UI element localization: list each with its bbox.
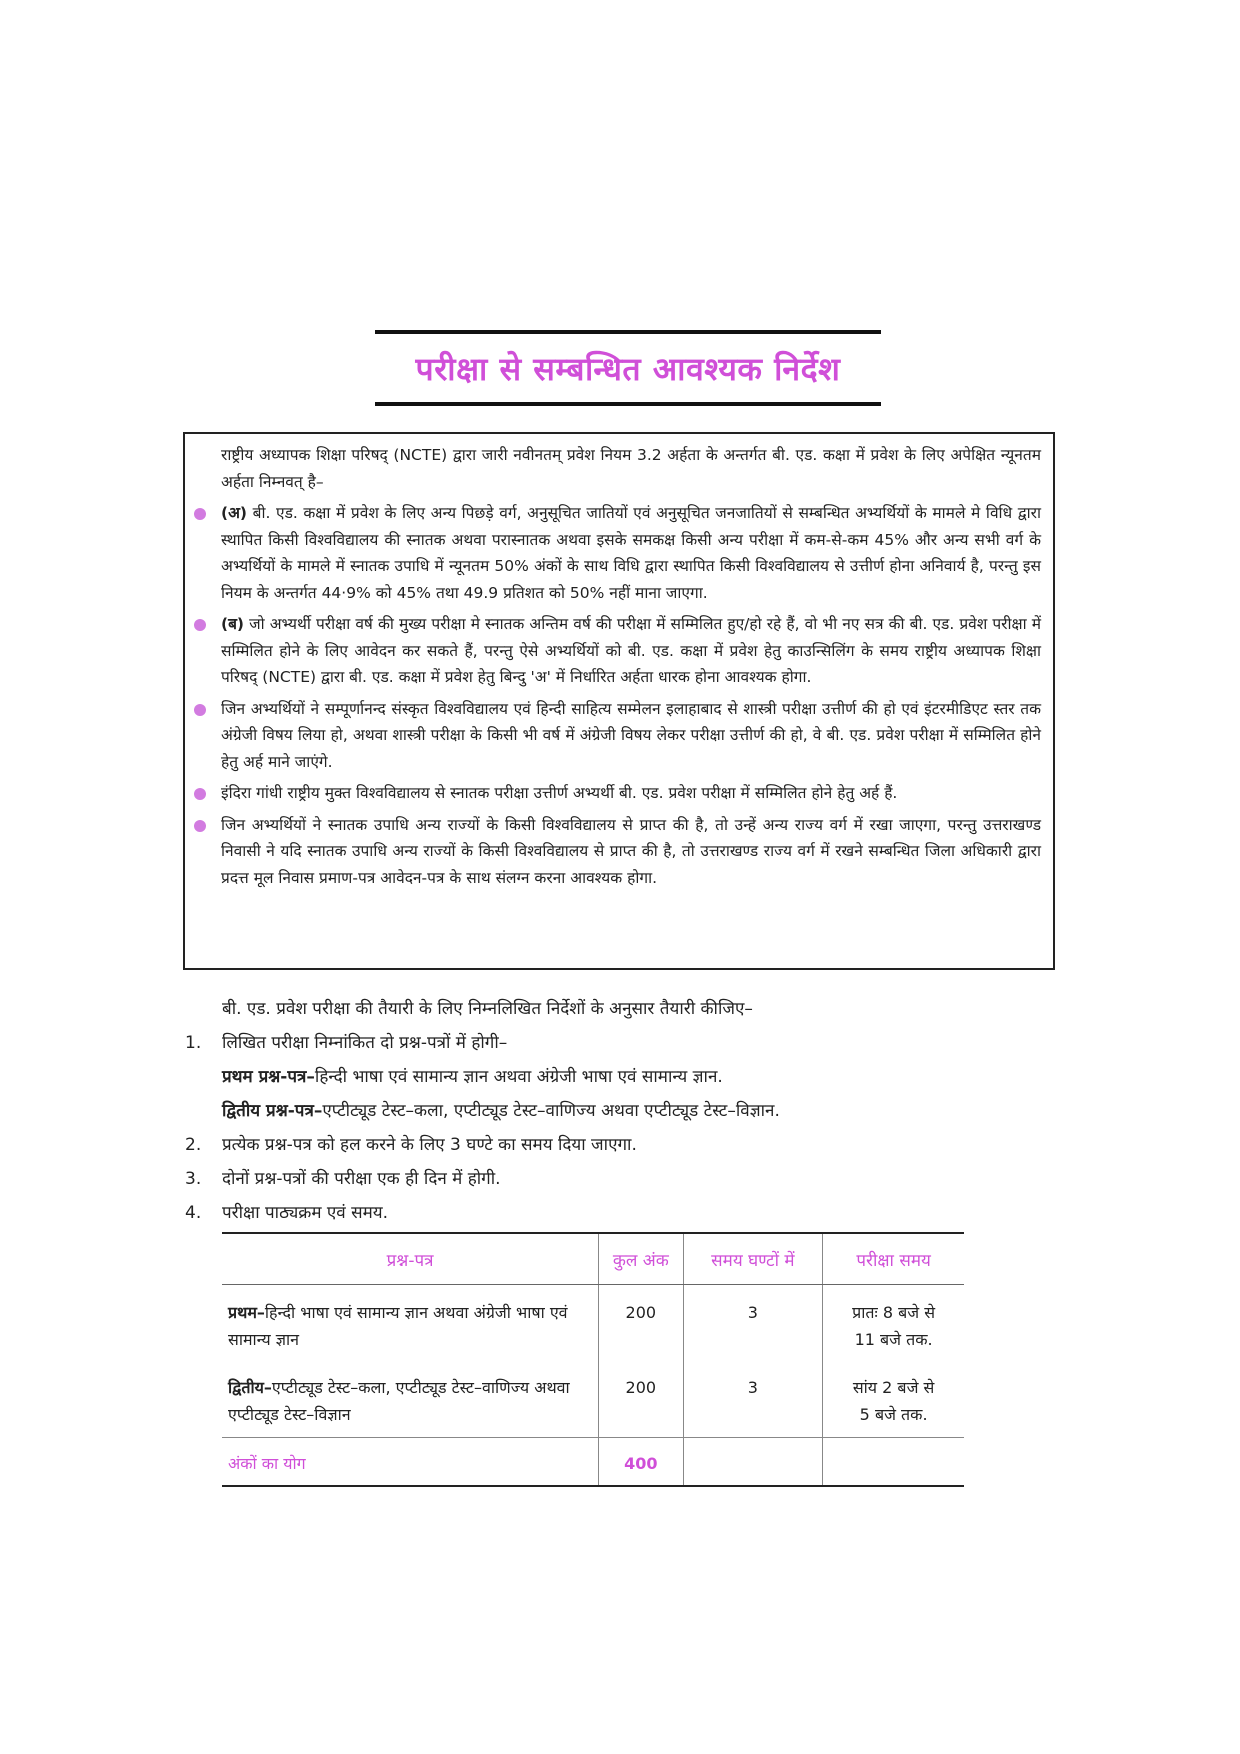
paper-label: प्रथम प्रश्न-पत्र– <box>222 1067 315 1087</box>
page-title-frame <box>375 330 881 406</box>
item-number: 3. <box>185 1169 202 1189</box>
paper-cell <box>222 1285 599 1361</box>
total-value: 400 <box>599 1438 683 1487</box>
time-line: 11 बजे तक. <box>854 1330 933 1349</box>
item-text: लिखित परीक्षा निम्नांकित दो प्रश्न-पत्रों में होगी– <box>222 1033 508 1053</box>
paper-text: एप्टीट्यूड टेस्ट–कला, एप्टीट्यूड टेस्ट–वाणिज्य अथवा एप्टीट्यूड टेस्ट–विज्ञान. <box>322 1101 780 1121</box>
instructions-lead: बी. एड. प्रवेश परीक्षा की तैयारी के लिए निम्नलिखित निर्देशों के अनुसार तैयारी कीजिए– <box>222 999 753 1019</box>
header-hours: समय घण्टों में <box>683 1233 823 1285</box>
empty-cell <box>683 1438 823 1487</box>
header-paper: प्रश्न-पत्र <box>222 1233 599 1285</box>
item-number: 1. <box>185 1033 202 1053</box>
item-number: 4. <box>185 1203 202 1223</box>
rule-label: (ब) <box>221 615 245 633</box>
rule-item <box>221 780 1041 807</box>
item-number: 2. <box>185 1135 202 1155</box>
rule-text: जिन अभ्यर्थियों ने स्नातक उपाधि अन्य राज्यों के किसी विश्वविद्यालय से प्राप्त की है, तो उन्हें अन्य राज्य वर्ग में रखा जाएगा, परन्तु उत्तराखण्ड निवासी ने यदि स्नातक उपाधि अन्य राज्यों के किसी विश्वविद्यालय से प्राप्त की है, तो उत्तराखण्ड राज्य वर्ग में रखने सम्बन्धित जिला अधिकारी द्वारा प्रदत्त मूल निवास प्रमाण-पत्र आवेदन-पत्र के साथ संलग्न करना आवश्यक होगा. <box>221 815 1041 887</box>
table-header-row <box>222 1233 964 1285</box>
rule-text: इंदिरा गांधी राष्ट्रीय मुक्त विश्वविद्यालय से स्नातक परीक्षा उत्तीर्ण अभ्यर्थी बी. एड. प्रवेश परीक्षा में सम्मिलित होने हेतु अर्ह हैं. <box>221 784 898 802</box>
hours-cell: 3 <box>683 1285 823 1361</box>
rule-item <box>221 611 1041 691</box>
paper-line <box>180 1094 1060 1128</box>
eligibility-rules-box <box>183 432 1055 970</box>
hours-cell: 3 <box>683 1360 823 1438</box>
item-text: परीक्षा पाठ्यक्रम एवं समय. <box>222 1203 389 1223</box>
header-time: परीक्षा समय <box>823 1233 964 1285</box>
rule-item <box>221 500 1041 606</box>
paper-label: द्वितीय प्रश्न-पत्र– <box>222 1101 323 1121</box>
instruction-item <box>180 1026 1060 1060</box>
bullet-icon <box>194 619 206 631</box>
time-line: 5 बजे तक. <box>859 1405 928 1424</box>
rule-label: (अ) <box>221 504 248 522</box>
time-cell <box>823 1360 964 1438</box>
rule-text: बी. एड. कक्षा में प्रवेश के लिए अन्य पिछड़े वर्ग, अनुसूचित जातियों एवं अनुसूचित जनजातियों से सम्बन्धित अभ्यर्थियों के मामले मे विधि द्वारा स्थापित किसी विश्वविद्यालय की स्नातक अथवा परास्नातक अथवा इसके समकक्ष किसी अन्य परीक्षा में कम-से-कम 45% और अन्य सभी वर्ग के अभ्यर्थियों के मामले में स्नातक उपाधि में न्यूनतम 50% अंकों के साथ विधि द्वारा स्थापित किसी विश्वविद्यालय से उत्तीर्ण होना अनिवार्य है, परन्तु इस नियम के अन्तर्गत 44·9% को 45% तथा 49.9 प्रतिशत को 50% नहीं माना जाएगा. <box>221 504 1041 602</box>
bullet-icon <box>194 508 206 520</box>
paper-cell-label: प्रथम– <box>228 1303 265 1322</box>
paper-cell-text: हिन्दी भाषा एवं सामान्य ज्ञान अथवा अंग्रेजी भाषा एवं सामान्य ज्ञान <box>228 1303 568 1349</box>
item-text: प्रत्येक प्रश्न-पत्र को हल करने के लिए 3 घण्टे का समय दिया जाएगा. <box>222 1135 637 1155</box>
paper-text: हिन्दी भाषा एवं सामान्य ज्ञान अथवा अंग्रेजी भाषा एवं सामान्य ज्ञान. <box>314 1067 723 1087</box>
exam-schedule-table <box>222 1232 964 1487</box>
total-label: अंकों का योग <box>222 1438 599 1487</box>
rule-text: जो अभ्यर्थी परीक्षा वर्ष की मुख्य परीक्षा मे स्नातक अन्तिम वर्ष की परीक्षा में सम्मिलित हुए/हो रहे हैं, वो भी नए सत्र की बी. एड. प्रवेश परीक्षा में सम्मिलित होने के लिए आवेदन कर सकते हैं, परन्तु ऐसे अभ्यर्थियों को बी. एड. कक्षा में प्रवेश हेतु काउन्सिलिंग के समय राष्ट्रीय अध्यापक शिक्षा परिषद् (NCTE) द्वारा बी. एड. कक्षा में प्रवेश हेतु बिन्दु 'अ' में निर्धारित अर्हता धारक होना आवश्यक होगा. <box>221 615 1041 686</box>
page-title: परीक्षा से सम्बन्धित आवश्यक निर्देश <box>415 349 841 388</box>
time-line: प्रातः 8 बजे से <box>852 1303 936 1322</box>
rule-item <box>221 812 1041 892</box>
instructions-section <box>180 992 1060 1230</box>
marks-cell: 200 <box>599 1360 683 1438</box>
instruction-item <box>180 1128 1060 1162</box>
total-row <box>222 1438 964 1487</box>
instruction-item <box>180 1196 1060 1230</box>
header-marks: कुल अंक <box>599 1233 683 1285</box>
paper-cell-label: द्वितीय– <box>228 1378 272 1397</box>
empty-cell <box>823 1438 964 1487</box>
time-line: सांय 2 बजे से <box>852 1378 935 1397</box>
table-row <box>222 1360 964 1438</box>
table-row <box>222 1285 964 1361</box>
rules-intro: राष्ट्रीय अध्यापक शिक्षा परिषद् (NCTE) द्वारा जारी नवीनतम् प्रवेश नियम 3.2 अर्हता के अन्तर्गत बी. एड. कक्षा में प्रवेश के लिए अपेक्षित न्यूनतम अर्हता निम्नवत् है– <box>221 446 1041 491</box>
bullet-icon <box>194 788 206 800</box>
paper-line <box>180 1060 1060 1094</box>
bullet-icon <box>194 820 206 832</box>
item-text: दोनों प्रश्न-पत्रों की परीक्षा एक ही दिन में होगी. <box>222 1169 501 1189</box>
bullet-icon <box>194 704 206 716</box>
time-cell <box>823 1285 964 1361</box>
paper-cell-text: एप्टीट्यूड टेस्ट–कला, एप्टीट्यूड टेस्ट–वाणिज्य अथवा एप्टीट्यूड टेस्ट–विज्ञान <box>228 1378 570 1424</box>
rule-item <box>221 696 1041 776</box>
instruction-item <box>180 1162 1060 1196</box>
marks-cell: 200 <box>599 1285 683 1361</box>
rule-text: जिन अभ्यर्थियों ने सम्पूर्णानन्द संस्कृत विश्वविद्यालय एवं हिन्दी साहित्य सम्मेलन इलाहाबाद से शास्त्री परीक्षा उत्तीर्ण की हो एवं इंटरमीडिएट स्तर तक अंग्रेजी विषय लिया हो, अथवा शास्त्री परीक्षा के किसी भी वर्ष में अंग्रेजी विषय लेकर परीक्षा उत्तीर्ण की हो, वे बी. एड. प्रवेश परीक्षा में सम्मिलित होने हेतु अर्ह माने जाएंगे. <box>221 699 1041 771</box>
paper-cell <box>222 1360 599 1438</box>
